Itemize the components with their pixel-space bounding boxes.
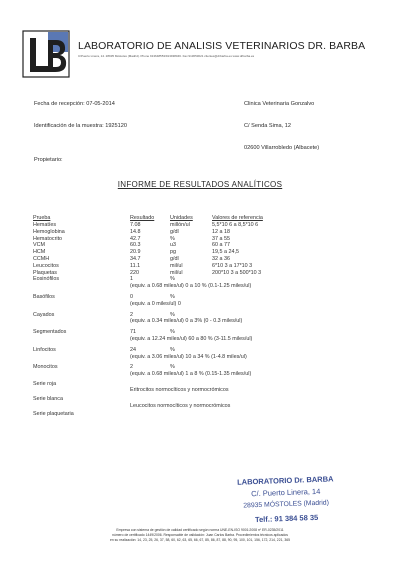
cell-equivalence: (equiv. a 0.68 miles/ul) 0 a 10 % (0.1-1.25 miles/ul) — [130, 283, 252, 290]
cell-unit: % — [170, 329, 175, 336]
cell-equivalence: (equiv. a 3.06 miles/ul) 10 a 34 % (1-4.8 miles/ul) — [130, 353, 247, 360]
test-result: 42.7 — [130, 235, 141, 242]
owner-label: Propietario: — [34, 157, 63, 163]
test-result: 220 — [130, 269, 139, 276]
test-reference: 60 a 77 — [212, 242, 230, 249]
col-header-unidades: Unidades — [170, 215, 193, 221]
cell-unit: % — [170, 346, 175, 353]
test-reference: 32 a 36 — [212, 256, 230, 262]
cell-result: 2 — [130, 311, 133, 318]
lab-name: LABORATORIO DE ANALISIS VETERINARIOS DR. BARBA — [78, 40, 366, 52]
test-reference: 5,5*10 6 a 8,5*10 6 — [212, 222, 259, 228]
cell-unit: % — [170, 364, 175, 371]
footer-line: número de certificado 1449/2006. Responsable de validación: Juan Carlos Barba. Procedimientos técnicos aplicados — [112, 533, 288, 537]
cell-unit: % — [170, 294, 175, 300]
report-title: INFORME DE RESULTADOS ANALÍTICOS — [117, 180, 283, 189]
test-result: 7.08 — [130, 222, 141, 228]
test-result: 34.7 — [130, 256, 141, 262]
cell-result: 24 — [130, 346, 136, 353]
stamp-line: C/. Puerto Linera, 14 — [250, 486, 321, 499]
cell-name: Basófilos — [33, 294, 55, 300]
test-name: Hematocrito — [33, 235, 63, 242]
test-unit: g/dl — [170, 228, 179, 235]
col-header-resultado: Resultado — [130, 215, 155, 221]
test-reference: 37 a 55 — [212, 235, 230, 242]
clinic-street: C/ Senda Sima, 12 — [244, 123, 291, 129]
cell-name: Cayados — [33, 311, 55, 318]
cell-name: Segmentados — [33, 329, 67, 336]
cell-equivalence: (equiv. a 0.34 miles/ul) 0 a 3% (0 - 0.3 miles/ul) — [130, 318, 243, 325]
col-header-prueba: Prueba — [33, 215, 51, 221]
cell-unit: % — [170, 311, 175, 318]
stamp-line: LABORATORIO Dr. BARBA — [236, 474, 334, 487]
test-name: VCM — [33, 242, 45, 249]
test-name: HCM — [33, 249, 46, 256]
clinic-city: 02600 Villarrobledo (Albacete) — [244, 145, 320, 151]
series-note: Eritrocitos normocíticos y normocrómicos — [130, 387, 229, 393]
test-result: 14.8 — [130, 228, 141, 235]
test-unit: u3 — [170, 242, 176, 249]
cell-result: 0 — [130, 294, 133, 300]
lab-address: C/Puerto Linera, 14. 28935 Móstoles (Madrid). Phone 913648553/913938046. Fax 913653021 clientes@drbarba.es www.drbarba.es — [78, 54, 255, 58]
cell-equivalence: (equiv. a 0 miles/ul) 0 — [130, 300, 181, 307]
test-unit: g/dl — [170, 256, 179, 262]
test-reference: 12 a 18 — [212, 228, 230, 235]
test-unit: pg — [170, 249, 176, 256]
stamp-line: 28935 MÓSTOLES (Madrid) — [243, 499, 330, 510]
col-header-referencia: Valores de referencia — [212, 215, 263, 221]
cell-name: Eosinófilos — [33, 276, 60, 283]
cell-result: 2 — [130, 364, 133, 371]
test-name: Hemoglobina — [33, 228, 65, 235]
test-name: Plaquetas — [33, 269, 57, 276]
test-name: CCMH — [33, 256, 50, 262]
sample-id: Identificación de la muestra: 1925120 — [34, 123, 127, 129]
cell-result: 71 — [130, 329, 136, 336]
cell-equivalence: (equiv. a 0.68 miles/ul) 1 a 8 % (0.15-1.35 miles/ul) — [130, 371, 252, 378]
cell-result: 1 — [130, 276, 133, 283]
test-unit: % — [170, 235, 175, 242]
reception-date: Fecha de recepción: 07-05-2014 — [34, 101, 115, 107]
test-reference: 19,5 a 24,5 — [212, 249, 239, 256]
test-unit: mil/ul — [170, 269, 183, 276]
footer-line: en su realización: 14, 23, 25, 26, 37, 58, 60, 62, 63, 65, 66, 67, 85, 86, 87, 88, 90, 95, 100, 101, 156, 172, 214, 221, 365 — [109, 538, 291, 542]
test-unit: millón/ul — [170, 222, 190, 228]
cell-name: Linfocitos — [33, 346, 56, 353]
series-label: Serie roja — [33, 381, 57, 387]
series-label: Serie blanca — [33, 396, 63, 402]
series-label: Serie plaquetaria — [33, 411, 74, 417]
test-result: 11.1 — [130, 262, 141, 269]
cell-name: Monocitos — [33, 364, 58, 371]
test-name: Hematíes — [33, 222, 57, 228]
clinic-name: Clinica Veterinaria Gonzalvo — [244, 101, 315, 107]
laboratory-stamp — [227, 468, 345, 534]
test-result: 60.3 — [130, 242, 141, 249]
test-unit: mil/ul — [170, 262, 183, 269]
test-reference: 200*10 3 a 500*10 3 — [212, 269, 262, 276]
test-result: 20.9 — [130, 249, 141, 256]
lab-logo — [22, 30, 70, 78]
series-note: Leucocitos normocíticos y normocrómicos — [130, 403, 231, 409]
footer-line: Empresa con sistema de gestión de calidad certificado según norma UNE-EN-ISO 9001:2008 nº ER-0235/2011 — [116, 528, 284, 532]
stamp-line: Telf.: 91 384 58 35 — [254, 512, 319, 525]
test-reference: 6*10 3 a 17*10 3 — [212, 262, 253, 269]
test-name: Leucocitos — [33, 262, 59, 269]
cell-unit: % — [170, 276, 175, 283]
cell-equivalence: (equiv. a 12.24 miles/ul) 60 a 80 % (3-11.5 miles/ul) — [130, 335, 253, 342]
